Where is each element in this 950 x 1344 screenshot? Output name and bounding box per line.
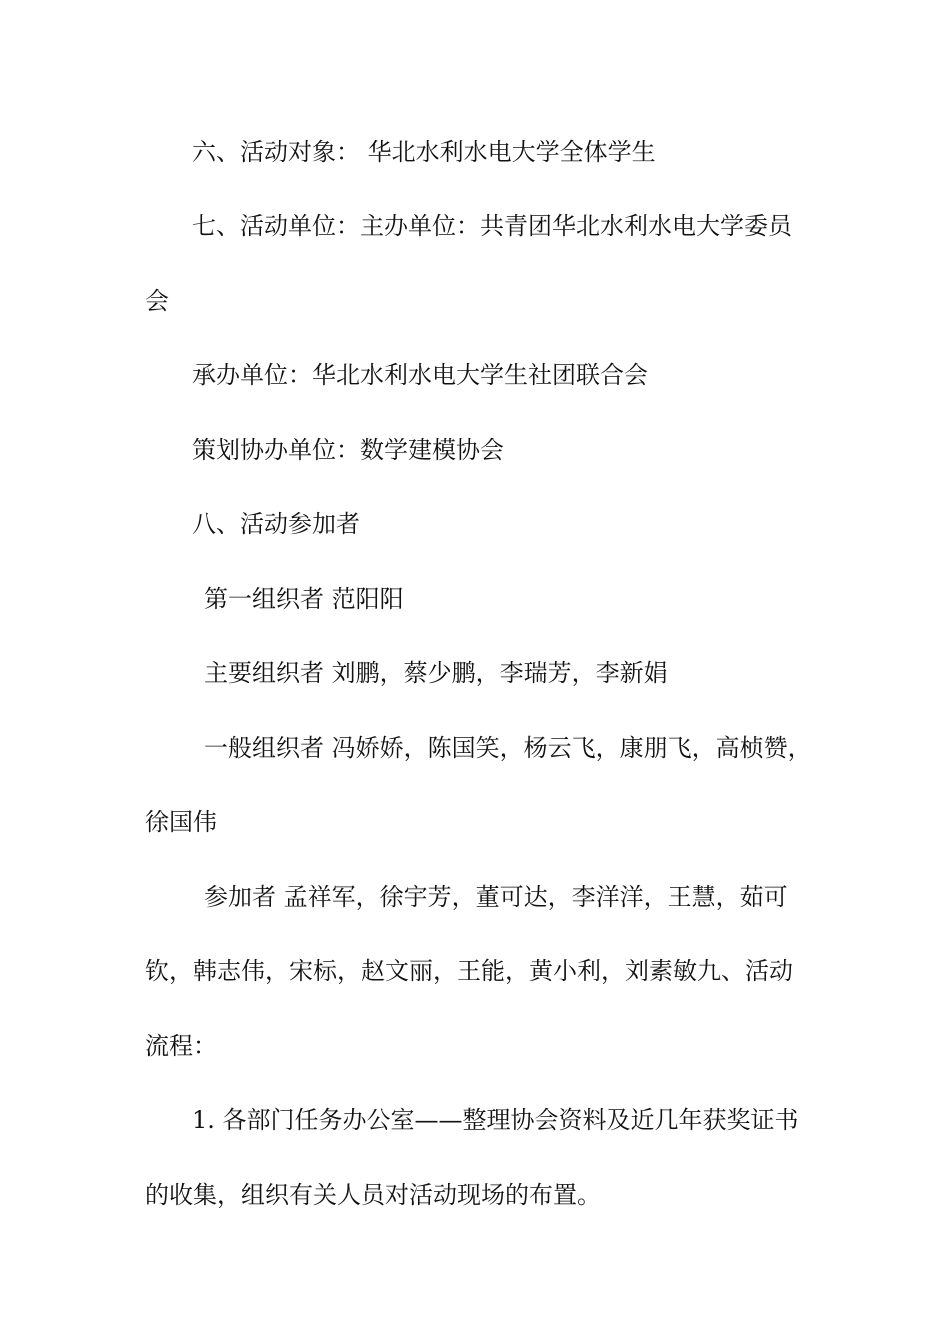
participants-line: 参加者 孟祥军，徐宇芳，董可达，李洋洋，王慧，茹可 [204, 883, 788, 911]
section-seven-line-cont: 会 [145, 287, 169, 315]
section-seven-line: 七、活动单位：主办单位：共青团华北水利水电大学委员 [192, 212, 792, 240]
process-heading-cont: 流程： [145, 1032, 217, 1060]
main-organizers-line: 主要组织者 刘鹏，蔡少鹏，李瑞芳，李新娟 [204, 659, 668, 687]
co-organizer-line: 策划协办单位：数学建模协会 [192, 436, 504, 464]
participants-line-cont: 钦，韩志伟，宋标，赵文丽，王能，黄小利，刘素敏九、活动 [145, 957, 793, 985]
first-organizer-line: 第一组织者 范阳阳 [204, 585, 404, 613]
section-six-line: 六、活动对象： 华北水利水电大学全体学生 [192, 138, 656, 166]
general-organizers-line: 一般组织者 冯娇娇，陈国笑，杨云飞，康朋飞，高桢赞， [204, 734, 812, 762]
process-item-1: 1. 各部门任务办公室——整理协会资料及近几年获奖证书 [192, 1106, 799, 1134]
section-eight-heading: 八、活动参加者 [192, 510, 360, 538]
general-organizers-line-cont: 徐国伟 [145, 808, 217, 836]
process-item-1-cont: 的收集，组织有关人员对活动现场的布置。 [145, 1181, 601, 1209]
organizer-unit-line: 承办单位：华北水利水电大学生社团联合会 [192, 361, 648, 389]
